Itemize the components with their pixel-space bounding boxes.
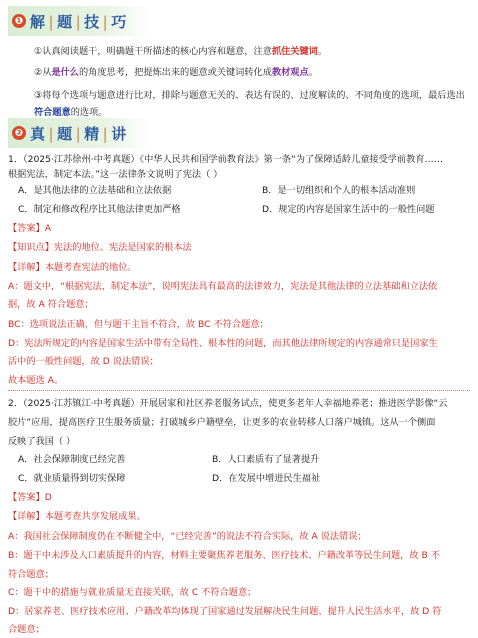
- knowledge-point: 【知识点】宪法的地位、宪法是国家的根本法: [8, 242, 192, 253]
- analysis-line: 活中的一般性问题，故 D 说法错误；: [8, 356, 159, 367]
- detail-heading: 【详解】本题考查宪法的地位。: [8, 262, 137, 273]
- option-c: C．制定和修改程序比其他法律更加严格: [18, 204, 181, 215]
- analysis-line: 据，故 A 符合题意；: [8, 299, 94, 310]
- section-number-icon: ❶: [12, 14, 26, 28]
- question-stem: 反映了我国（ ）: [8, 436, 76, 447]
- analysis-line: B：题干中未涉及人口素质提升的内容，材料主要聚焦养老服务、医疗技术、户籍改革等民生问题，故 B 不: [8, 550, 440, 561]
- analysis-line: A：我国社会保障制度仍在不断健全中，“已经完善”的说法不符合实际，故 A 说法错误；: [8, 531, 367, 542]
- section-number-icon: ❷: [12, 126, 26, 140]
- option-b: B．人口素质有了显著提升: [212, 454, 320, 465]
- analysis-line: D：宪法所规定的内容是国家生活中带有全局性、根本性的问题，而其他法律所规定的内容通常只是国家生: [8, 338, 438, 349]
- analysis-line: A：题文中，“根据宪法，制定本法”，说明宪法具有最高的法律效力，宪法是其他法律的立法基础和立法依: [8, 281, 438, 292]
- question-stem: 根据宪法，制定本法。”这一法律条文说明了宪法（ ）: [8, 169, 223, 180]
- answer-label: 【答案】D: [8, 492, 52, 503]
- option-a: A．是其他法律的立法基础和立法依据: [18, 185, 172, 196]
- question-stem: 胶片”应用，提高医疗卫生服务质量；打破城乡户籍壁垒，让更多的农业转移人口落户城镇。这从一个侧面: [8, 417, 436, 428]
- detail-heading: 【详解】本题考查共享发展成果。: [8, 511, 146, 522]
- divider: [8, 390, 470, 391]
- tip-item-3: ③将每个选项与题意进行比对，排除与题意无关的、表达有误的、过度解读的、不同角度的选项，最后选出符合题意的选项。: [34, 90, 465, 118]
- section-title: 解 | 题 | 技 | 巧: [30, 12, 127, 31]
- section-title: 真 | 题 | 精 | 讲: [30, 124, 127, 143]
- analysis-line: 故本题选 A。: [8, 375, 64, 386]
- option-d: D．在发展中增进民生福祉: [212, 473, 321, 484]
- analysis-line: 合题意；: [8, 624, 45, 635]
- question-stem: 2．（2025·江苏镇江·中考真题）开展居家和社区养老服务试点，使更多老年人幸福地养老；推进医学影像“云: [8, 398, 448, 409]
- option-a: A．社会保障制度已经完善: [18, 454, 126, 465]
- tip-item-1: ①认真阅读题干，明确题干所描述的核心内容和题意，注意抓住关键词。: [34, 46, 328, 57]
- section-banner-tips: [8, 6, 150, 36]
- analysis-line: C：题干中的措施与就业质量无直接关联，故 C 不符合题意；: [8, 587, 257, 598]
- section-banner-practice: [8, 118, 150, 148]
- analysis-line: 符合题意；: [8, 569, 54, 580]
- question-stem: 1．（2025·江苏徐州·中考真题）《中华人民共和国学前教育法》第一条“为了保障适龄儿童接受学前教育……: [8, 154, 443, 165]
- tip-item-2: ②从是什么的角度思考，把提炼出来的题意或关键词转化成教材观点。: [34, 67, 318, 78]
- option-c: C．就业质量得到切实保障: [18, 473, 126, 484]
- analysis-line: BC：选项说法正确，但与题干主旨不符合，故 BC 不符合题意；: [8, 319, 269, 330]
- option-d: D．规定的内容是国家生活中的一般性问题: [262, 204, 435, 215]
- analysis-line: D：居家养老、医疗技术应用、户籍改革均体现了国家通过发展解决民生问题、提升人民生活水平，故 D 符: [8, 606, 442, 617]
- option-b: B．是一切组织和个人的根本活动准则: [262, 185, 416, 196]
- answer-label: 【答案】A: [8, 223, 52, 234]
